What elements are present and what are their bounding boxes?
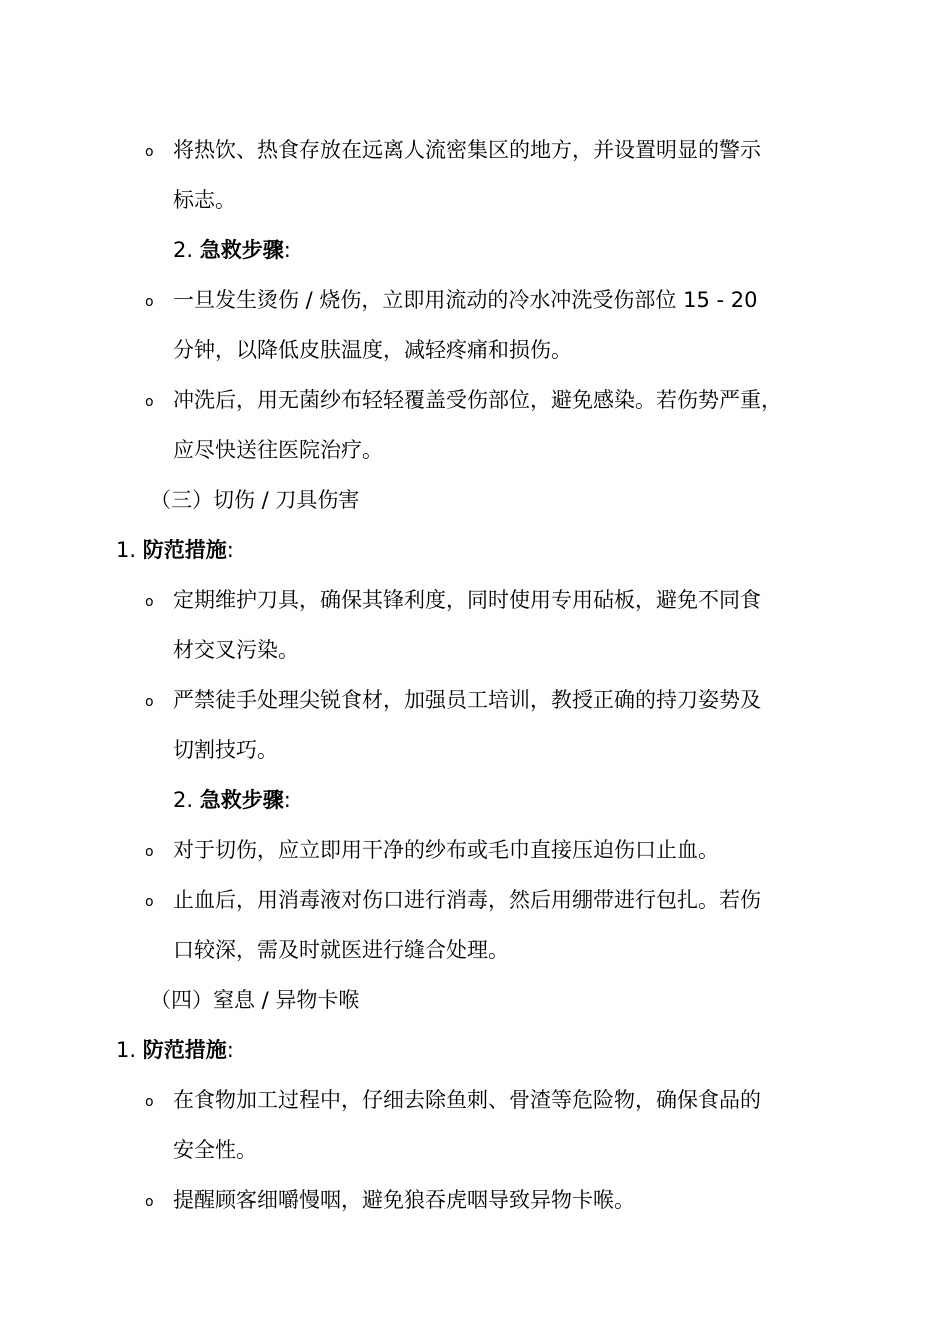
step-colon: : — [283, 238, 291, 262]
bullet-text-line: 在食物加工过程中，仔细去除鱼刺、骨渣等危险物，确保食品的 — [173, 1088, 761, 1112]
step-number: 2. — [173, 788, 194, 812]
measure-colon: : — [226, 1038, 234, 1062]
section-heading: （四）窒息 / 异物卡喉 — [150, 988, 360, 1012]
bullet-text-line: 切割技巧。 — [173, 738, 278, 762]
bullet-marker: o — [145, 694, 154, 710]
bullet-text-line: 冲洗后，用无菌纱布轻轻覆盖受伤部位，避免感染。若伤势严重， — [173, 388, 782, 412]
bullet-text-line: 提醒顾客细嚼慢咽，避免狼吞虎咽导致异物卡喉。 — [173, 1188, 635, 1212]
bullet-marker: o — [145, 1094, 154, 1110]
step-heading — [173, 786, 291, 814]
bullet-text-line: 一旦发生烫伤 / 烧伤，立即用流动的冷水冲洗受伤部位 15 - 20 — [173, 288, 758, 312]
step-number: 2. — [173, 238, 194, 262]
bullet-marker: o — [145, 294, 154, 310]
bullet-text-line: 止血后，用消毒液对伤口进行消毒，然后用绷带进行包扎。若伤 — [173, 888, 761, 912]
step-title: 急救步骤 — [199, 788, 284, 812]
bullet-text-line: 定期维护刀具，确保其锋利度，同时使用专用砧板，避免不同食 — [173, 588, 761, 612]
measure-title: 防范措施 — [142, 538, 227, 562]
bullet-text-line: 材交叉污染。 — [173, 638, 299, 662]
bullet-marker: o — [145, 144, 154, 160]
measure-number: 1. — [116, 538, 137, 562]
step-title: 急救步骤 — [199, 238, 284, 262]
bullet-marker: o — [145, 394, 154, 410]
bullet-text-line: 标志。 — [173, 188, 236, 212]
bullet-marker: o — [145, 594, 154, 610]
bullet-text-line: 口较深，需及时就医进行缝合处理。 — [173, 938, 509, 962]
bullet-marker: o — [145, 894, 154, 910]
bullet-marker: o — [145, 844, 154, 860]
bullet-text-line: 将热饮、热食存放在远离人流密集区的地方，并设置明显的警示 — [173, 138, 761, 162]
bullet-text-line: 分钟，以降低皮肤温度，减轻疼痛和损伤。 — [173, 338, 572, 362]
bullet-text-line: 对于切伤，应立即用干净的纱布或毛巾直接压迫伤口止血。 — [173, 838, 719, 862]
measure-number: 1. — [116, 1038, 137, 1062]
measure-heading — [116, 536, 234, 564]
measure-title: 防范措施 — [142, 1038, 227, 1062]
measure-heading — [116, 1036, 234, 1064]
section-heading: （三）切伤 / 刀具伤害 — [150, 488, 360, 512]
bullet-marker: o — [145, 1194, 154, 1210]
bullet-text-line: 安全性。 — [173, 1138, 257, 1162]
measure-colon: : — [226, 538, 234, 562]
step-colon: : — [283, 788, 291, 812]
step-heading — [173, 236, 291, 264]
bullet-text-line: 严禁徒手处理尖锐食材，加强员工培训，教授正确的持刀姿势及 — [173, 688, 761, 712]
bullet-text-line: 应尽快送往医院治疗。 — [173, 438, 383, 462]
